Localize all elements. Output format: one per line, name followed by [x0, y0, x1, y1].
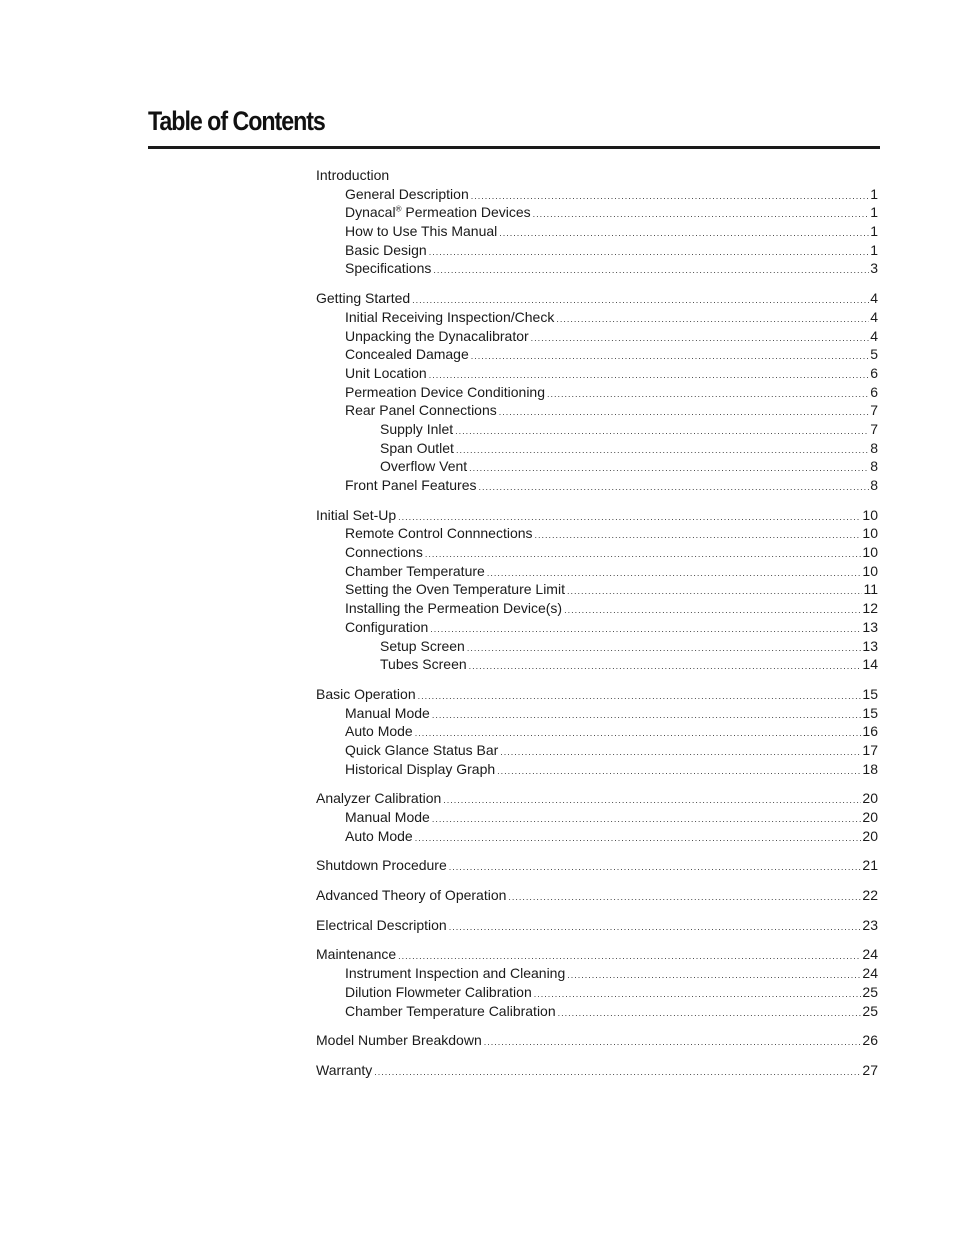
toc-entry-label: Span Outlet — [380, 439, 454, 456]
toc-entry-label: Shutdown Procedure — [316, 857, 447, 874]
dot-leader — [449, 858, 862, 877]
toc-page-number: 8 — [870, 477, 878, 493]
toc-entry-label: Concealed Damage — [345, 346, 469, 363]
toc-entry[interactable] — [316, 562, 878, 581]
toc-entry-label: Quick Glance Status Bar — [345, 741, 499, 758]
toc-page-number: 13 — [862, 637, 878, 654]
toc-page-number: 10 — [862, 544, 878, 561]
toc-section-heading[interactable] — [316, 856, 878, 875]
toc-page-number: 13 — [862, 618, 878, 635]
toc-page-number: 4 — [870, 327, 878, 344]
toc-entry-label: Overflow Vent — [380, 458, 468, 475]
dot-leader — [534, 985, 862, 1004]
toc-page-number: 11 — [863, 581, 878, 598]
toc-entry-label: Introduction — [316, 167, 390, 183]
dot-leader — [497, 762, 861, 781]
toc-section — [316, 1031, 878, 1050]
dot-leader — [558, 1004, 862, 1023]
toc-entry-label: Connections — [345, 544, 423, 561]
toc-entry[interactable] — [316, 741, 878, 760]
dot-leader — [567, 966, 861, 985]
toc-entry[interactable] — [316, 580, 878, 599]
toc-page-number: 12 — [862, 600, 878, 617]
toc-section-heading[interactable] — [316, 166, 878, 185]
dot-leader — [484, 1033, 862, 1052]
toc-page-number: 20 — [862, 790, 878, 807]
toc-page-number: 14 — [862, 656, 878, 673]
toc-entry[interactable] — [316, 599, 878, 618]
toc-entry-label: Manual Mode — [345, 704, 430, 721]
toc-entry-label: Initial Set-Up — [316, 506, 397, 523]
toc-section — [316, 886, 878, 905]
toc-section — [316, 916, 878, 935]
toc-page-number: 7 — [870, 402, 878, 419]
toc-entry[interactable] — [316, 760, 878, 779]
toc-page-number: 6 — [870, 383, 878, 400]
toc-entry[interactable] — [316, 722, 878, 741]
toc-page-number: 25 — [862, 983, 878, 1000]
toc-entry[interactable] — [316, 222, 878, 241]
toc-entry[interactable] — [316, 808, 878, 827]
toc-entry-label: Historical Display Graph — [345, 760, 496, 777]
dot-leader — [429, 243, 870, 262]
dot-leader — [564, 601, 861, 620]
toc-entry[interactable] — [316, 401, 878, 420]
dot-leader — [508, 888, 861, 907]
dot-leader — [425, 545, 862, 564]
toc-section — [316, 789, 878, 845]
toc-section-heading[interactable] — [316, 1031, 878, 1050]
toc-page-number: 15 — [862, 685, 878, 702]
toc-section — [316, 166, 878, 278]
toc-section — [316, 1061, 878, 1080]
toc-entry-label: Auto Mode — [345, 723, 413, 740]
toc-page-number: 10 — [862, 562, 878, 579]
toc-section — [316, 945, 878, 1020]
toc-page-number: 10 — [862, 506, 878, 523]
dot-leader — [430, 620, 861, 639]
toc-page-number: 15 — [862, 704, 878, 721]
toc-entry-label: Supply Inlet — [380, 420, 454, 437]
toc-page-number: 16 — [862, 723, 878, 740]
toc-entry[interactable] — [316, 241, 878, 260]
toc-entry[interactable] — [316, 457, 878, 476]
toc-page-number: 3 — [870, 260, 878, 277]
toc-entry-label: How to Use This Manual — [345, 223, 498, 240]
toc-entry[interactable] — [316, 203, 878, 222]
dot-leader — [469, 459, 869, 478]
toc-page-number: 20 — [862, 809, 878, 825]
toc-entry[interactable] — [316, 439, 878, 458]
toc-entry-label: Advanced Theory of Operation — [316, 887, 507, 904]
toc-entry[interactable] — [316, 964, 878, 983]
toc-section-heading[interactable] — [316, 289, 878, 308]
toc-section — [316, 685, 878, 778]
toc-page-number: 4 — [870, 308, 878, 325]
toc-entry[interactable] — [316, 827, 878, 846]
toc-entry[interactable] — [316, 704, 878, 723]
toc-entry-label: Analyzer Calibration — [316, 790, 442, 807]
toc-entry[interactable] — [316, 259, 878, 278]
toc-entry-label: Setting the Oven Temperature Limit — [345, 581, 565, 598]
table-of-contents — [316, 166, 878, 1091]
toc-entry[interactable] — [316, 983, 878, 1002]
toc-entry[interactable] — [316, 618, 878, 637]
dot-leader — [533, 205, 870, 224]
title-divider — [148, 146, 880, 149]
toc-entry-label: Front Panel Features — [345, 477, 477, 493]
toc-section-heading[interactable] — [316, 506, 878, 525]
toc-entry-label: Dynacal® Permeation Devices — [345, 204, 531, 221]
toc-entry[interactable] — [316, 543, 878, 562]
dot-leader — [500, 743, 861, 762]
toc-page-number: 10 — [862, 525, 878, 542]
toc-page-number: 17 — [862, 741, 878, 758]
toc-page-number: 20 — [862, 827, 878, 844]
dot-leader — [535, 526, 862, 545]
toc-page-number: 21 — [862, 857, 878, 874]
toc-entry-label: Unpacking the Dynacalibrator — [345, 327, 529, 344]
toc-entry-label: Dilution Flowmeter Calibration — [345, 983, 532, 1000]
toc-page-number: 27 — [862, 1061, 878, 1078]
toc-entry-label: Basic Operation — [316, 685, 416, 702]
toc-section-heading[interactable] — [316, 685, 878, 704]
toc-section-heading[interactable] — [316, 886, 878, 905]
toc-entry-label: Remote Control Connnections — [345, 525, 533, 542]
toc-page-number: 5 — [870, 346, 878, 363]
toc-page-number: 25 — [862, 1002, 878, 1019]
toc-entry-label: Specifications — [345, 260, 432, 277]
dot-leader — [547, 385, 869, 404]
toc-page-number: 24 — [862, 946, 878, 963]
toc-entry-label: Unit Location — [345, 364, 427, 381]
dot-leader — [456, 441, 869, 460]
toc-entry-label: Model Number Breakdown — [316, 1032, 482, 1049]
dot-leader — [479, 478, 870, 497]
dot-leader — [374, 1063, 861, 1082]
dot-leader — [531, 329, 870, 348]
dot-leader — [432, 810, 862, 829]
dot-leader — [443, 791, 861, 810]
dot-leader — [469, 657, 862, 676]
toc-entry-label: Instrument Inspection and Cleaning — [345, 965, 566, 982]
toc-entry-label: Basic Design — [345, 241, 427, 258]
toc-page-number: 1 — [870, 241, 878, 258]
dot-leader — [418, 687, 862, 706]
toc-entry-label: Maintenance — [316, 946, 397, 963]
dot-leader — [415, 829, 862, 848]
dot-leader — [449, 918, 862, 937]
toc-entry-label: Chamber Temperature Calibration — [345, 1002, 556, 1019]
toc-section-heading[interactable] — [316, 916, 878, 935]
toc-page-number: 7 — [870, 420, 878, 437]
toc-entry[interactable] — [316, 476, 878, 495]
toc-entry[interactable] — [316, 308, 878, 327]
toc-page-number: 1 — [870, 204, 878, 221]
toc-page-number: 23 — [862, 916, 878, 933]
toc-entry[interactable] — [316, 345, 878, 364]
toc-entry-label: Auto Mode — [345, 827, 413, 844]
toc-section — [316, 506, 878, 674]
toc-entry-label: Getting Started — [316, 290, 411, 307]
toc-entry-label: Configuration — [345, 618, 429, 635]
toc-page-number: 8 — [870, 439, 878, 456]
toc-page-number: 26 — [862, 1032, 878, 1049]
dot-leader — [567, 582, 862, 601]
toc-entry-label: General Description — [345, 185, 469, 202]
toc-section-heading[interactable] — [316, 789, 878, 808]
toc-entry-label: Electrical Description — [316, 916, 447, 933]
toc-entry-label: Tubes Screen — [380, 656, 467, 673]
toc-page-number: 4 — [870, 290, 878, 307]
toc-entry[interactable] — [316, 185, 878, 204]
toc-section-heading[interactable] — [316, 1061, 878, 1080]
toc-entry[interactable] — [316, 420, 878, 439]
toc-entry-label: Installing the Permeation Device(s) — [345, 600, 563, 617]
toc-entry[interactable] — [316, 637, 878, 656]
dot-leader — [467, 639, 862, 658]
dot-leader — [499, 403, 869, 422]
toc-entry-label: Rear Panel Connections — [345, 402, 497, 419]
toc-entry-label: Initial Receiving Inspection/Check — [345, 308, 555, 325]
dot-leader — [499, 224, 869, 243]
dot-leader — [471, 347, 869, 366]
dot-leader — [433, 261, 869, 280]
toc-entry[interactable] — [316, 364, 878, 383]
toc-page-number: 1 — [870, 185, 878, 202]
toc-section — [316, 856, 878, 875]
toc-entry-label: Permeation Device Conditioning — [345, 383, 545, 400]
toc-entry[interactable] — [316, 655, 878, 674]
toc-page-number: 18 — [862, 760, 878, 777]
toc-entry-label: Manual Mode — [345, 809, 430, 825]
toc-entry[interactable] — [316, 327, 878, 346]
toc-entry[interactable] — [316, 1002, 878, 1021]
page-title: Table of Contents — [148, 106, 325, 136]
toc-section-heading[interactable] — [316, 945, 878, 964]
dot-leader — [455, 422, 869, 441]
toc-page-number: 8 — [870, 458, 878, 475]
toc-entry[interactable] — [316, 524, 878, 543]
toc-entry-label: Chamber Temperature — [345, 562, 485, 579]
dot-leader — [432, 706, 862, 725]
toc-page-number: 1 — [870, 223, 878, 240]
toc-page-number: 6 — [870, 364, 878, 381]
dot-leader — [556, 310, 869, 329]
toc-page-number: 24 — [862, 965, 878, 982]
toc-page-number: 22 — [862, 887, 878, 904]
toc-entry-label: Warranty — [316, 1061, 373, 1078]
toc-section — [316, 289, 878, 495]
toc-entry-label: Setup Screen — [380, 637, 465, 654]
toc-entry[interactable] — [316, 383, 878, 402]
